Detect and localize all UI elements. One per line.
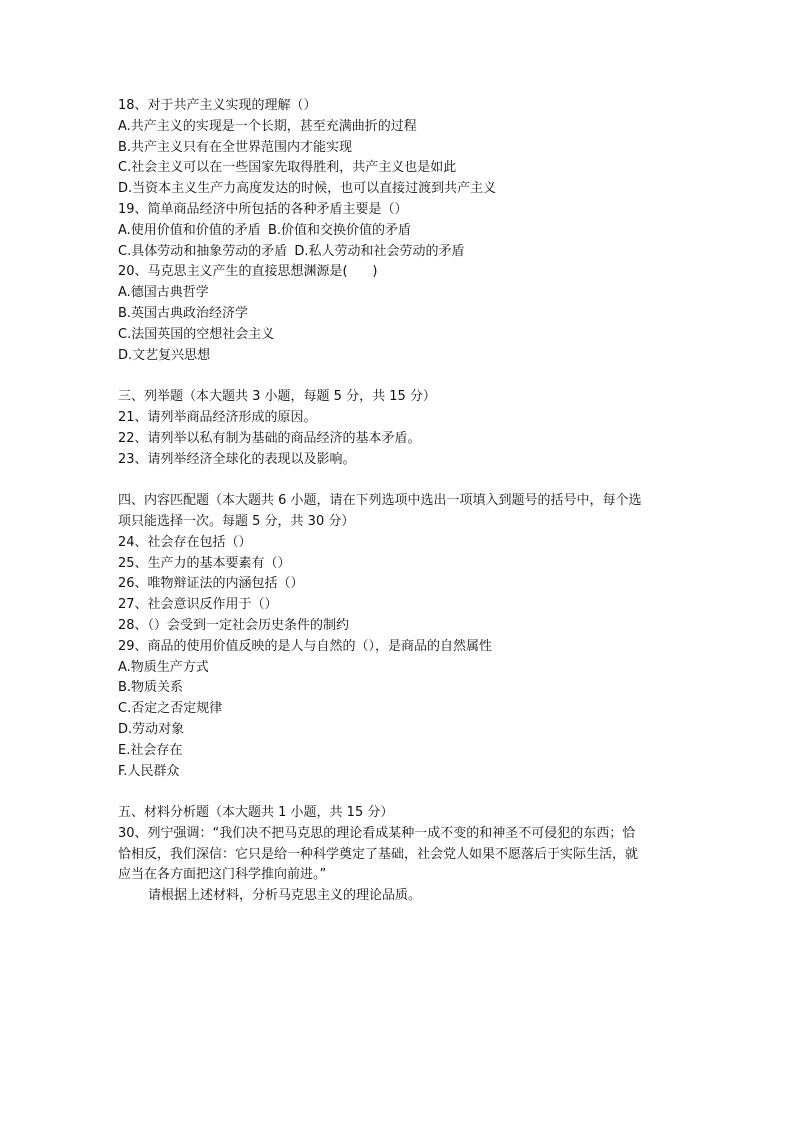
q23: 23、请列举经济全球化的表现以及影响。: [118, 451, 356, 467]
match-option-f: F.人民群众: [118, 763, 180, 779]
q25: 25、生产力的基本要素有（）: [118, 555, 291, 571]
q19-options-row-2: [118, 242, 678, 263]
q27: 27、社会意识反作用于（）: [118, 597, 278, 613]
q19-options-row-1: [118, 221, 678, 242]
q20-option-c: C.法国英国的空想社会主义: [118, 326, 275, 342]
q21: 21、请列举商品经济形成的原因。: [118, 409, 317, 425]
q30-text-line-3: 应当在各方面把这门科学推向前进。”: [118, 867, 327, 883]
q20-stem: 20、马克思主义产生的直接思想渊源是( ): [118, 264, 378, 280]
spacer: [118, 366, 678, 387]
match-option-d: D.劳动对象: [118, 721, 185, 737]
q20-option-a: A.德国古典哲学: [118, 285, 209, 301]
q30-instruction: 请根据上述材料，分析马克思主义的理论品质。: [148, 888, 422, 904]
q18-option-c: C.社会主义可以在一些国家先取得胜利，共产主义也是如此: [118, 160, 457, 176]
exam-page: [118, 96, 678, 907]
q18-option-a: A.共产主义的实现是一个长期，甚至充满曲折的过程: [118, 118, 417, 134]
match-option-c: C.否定之否定规律: [118, 701, 223, 717]
q18-option-d: D.当资本主义生产力高度发达的时候，也可以直接过渡到共产主义: [118, 181, 497, 197]
section-5-heading: 五、材料分析题（本大题共 1 小题，共 15 分）: [118, 805, 394, 821]
spacer: [118, 470, 678, 491]
q30-text-line-1: 30、列宁强调：“我们决不把马克思的理论看成某种一成不变的和神圣不可侵犯的东西；恰: [118, 825, 636, 841]
q26: 26、唯物辩证法的内涵包括（）: [118, 576, 304, 592]
q30-text-line-2: 恰相反，我们深信：它只是给一种科学奠定了基础，社会党人如果不愿落后于实际生活，就: [118, 846, 639, 862]
q20-option-d: D.文艺复兴思想: [118, 347, 211, 363]
q28: 28、（）会受到一定社会历史条件的制约: [118, 617, 350, 633]
q22: 22、请列举以私有制为基础的商品经济的基本矛盾。: [118, 430, 421, 446]
q19-stem: 19、简单商品经济中所包括的各种矛盾主要是（）: [118, 201, 408, 217]
q19-option-d: D.私人劳动和社会劳动的矛盾: [294, 243, 465, 259]
match-option-b: B.物质关系: [118, 680, 184, 696]
q24: 24、社会存在包括（）: [118, 534, 252, 550]
spacer: [118, 782, 678, 803]
match-option-a: A.物质生产方式: [118, 659, 209, 675]
match-option-e: E.社会存在: [118, 742, 183, 758]
q20-option-b: B.英国古典政治经济学: [118, 305, 249, 321]
q19-option-c: C.具体劳动和抽象劳动的矛盾: [118, 243, 288, 259]
q19-option-b: B.价值和交换价值的矛盾: [267, 222, 412, 238]
section-4-heading-line-2: 项只能选择一次。每题 5 分，共 30 分）: [118, 513, 355, 529]
q18-option-b: B.共产主义只有在全世界范围内才能实现: [118, 139, 353, 155]
q18-stem: 18、对于共产主义实现的理解（）: [118, 98, 317, 113]
section-3-heading: 三、列举题（本大题共 3 小题，每题 5 分，共 15 分）: [118, 389, 436, 405]
section-4-heading-line-1: 四、内容匹配题（本大题共 6 小题，请在下列选项中选出一项填入到题号的括号中，每个选: [118, 493, 642, 509]
q29: 29、商品的使用价值反映的是人与自然的（），是商品的自然属性: [118, 638, 493, 654]
q19-option-a: A.使用价值和价值的矛盾: [118, 222, 261, 238]
